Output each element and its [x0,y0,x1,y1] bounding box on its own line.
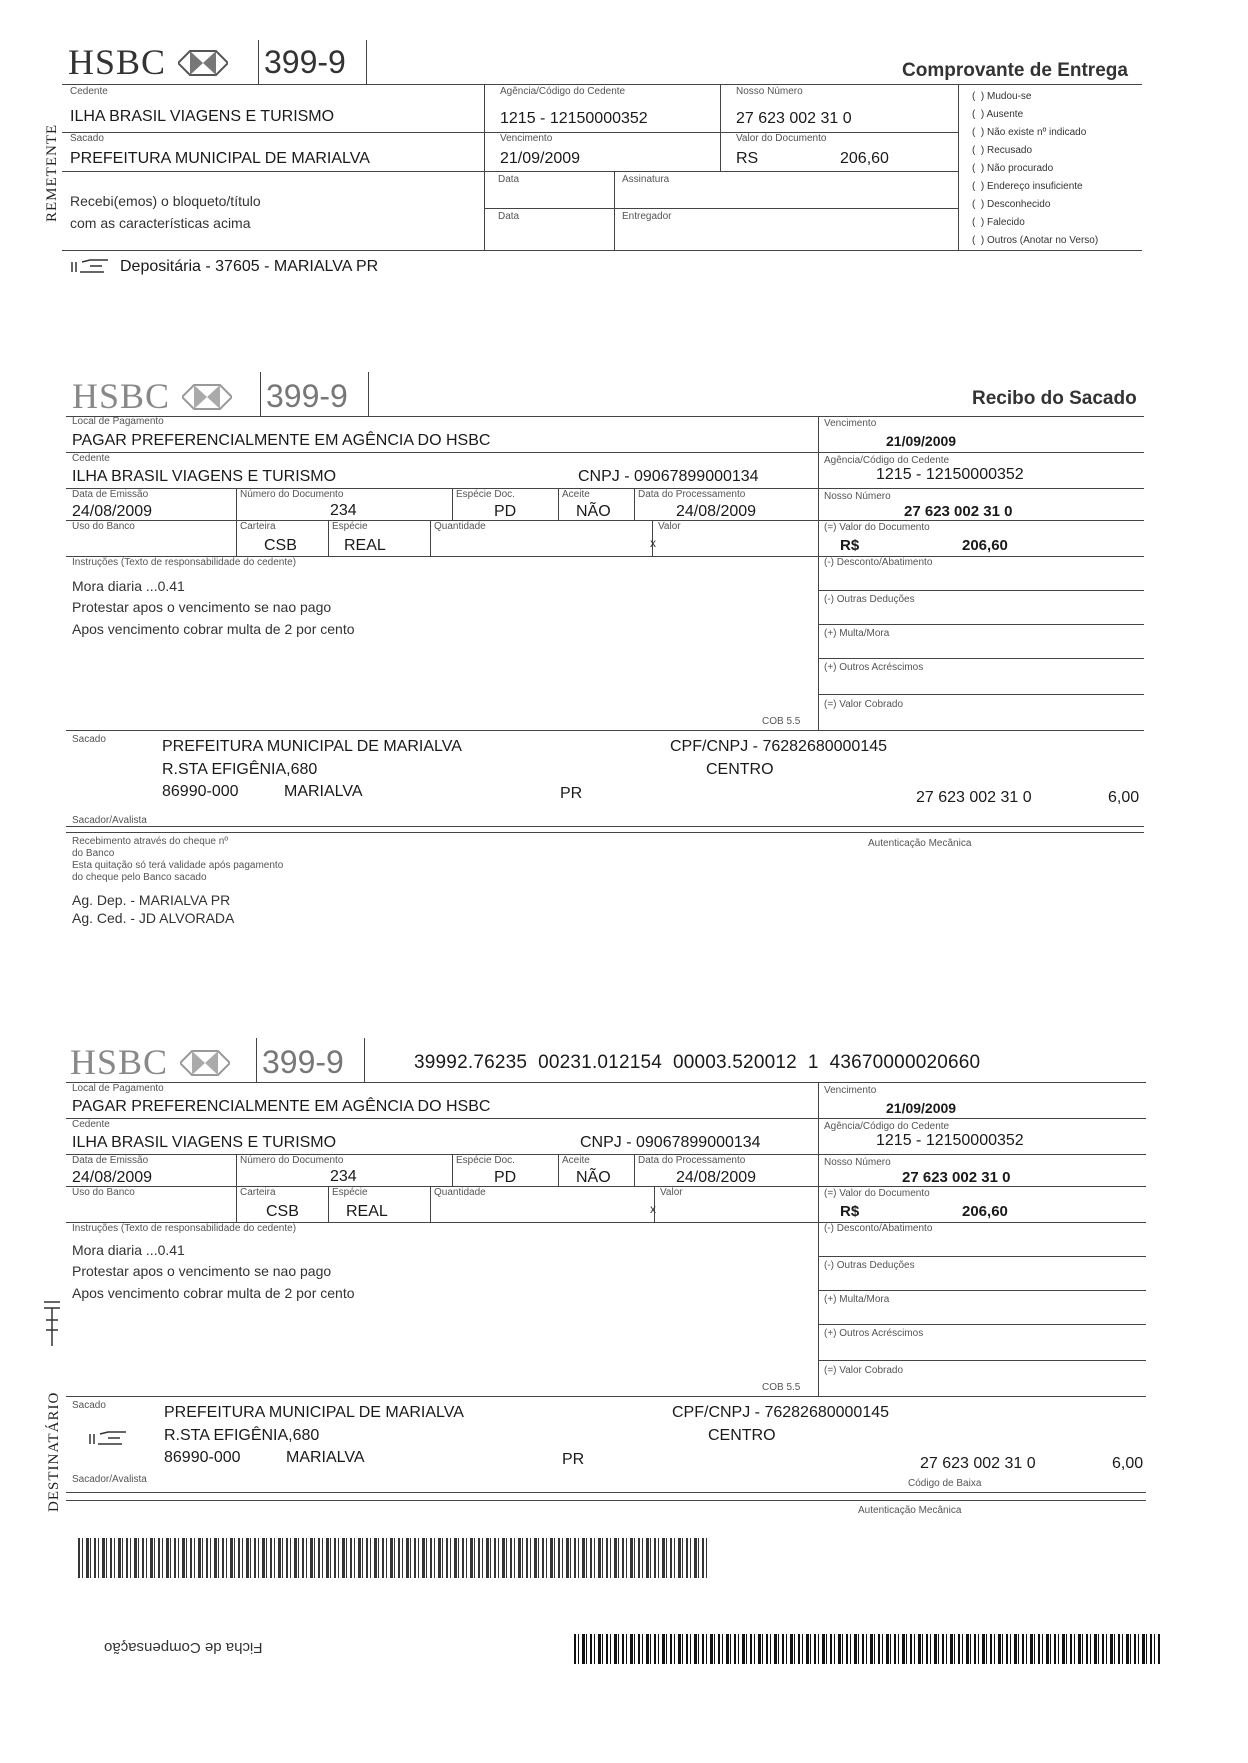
cheque-line: Esta quitação só terá validade após pagamento [72,860,284,871]
remetente-side-label: REMETENTE [44,123,60,222]
recebi-line-2: com as características acima [70,215,251,231]
valor-label: Valor do Documento [736,133,827,144]
instrucao-line: Mora diaria ...0.41 [72,578,185,594]
especie-doc-value: PD [494,503,517,520]
carteira-label: Carteira [240,521,276,532]
cobrado-label: (=) Valor Cobrado [824,699,904,710]
especie-label: Espécie [332,521,368,532]
cheque-line: do Banco [72,848,115,859]
valor-doc-label: (=) Valor do Documento [824,522,930,533]
desconto-label: (-) Desconto/Abatimento [824,557,933,568]
valor-rodape: 6,00 [1112,1455,1144,1472]
data-emissao-value: 24/08/2009 [72,503,153,520]
vencimento-label: Vencimento [824,418,877,429]
instrucao-line: Protestar apos o vencimento se nao pago [72,1263,332,1279]
local-pagamento-value: PAGAR PREFERENCIALMENTE EM AGÊNCIA DO HSBC [72,1098,491,1115]
data-proc-value: 24/08/2009 [676,503,757,520]
cpf-cnpj: CPF/CNPJ - 76282680000145 [672,1404,890,1421]
instrucao-line: Mora diaria ...0.41 [72,1242,185,1258]
sacado-endereco: R.STA EFIGÊNIA,680 [162,761,318,778]
sacado-label: Sacado [72,1400,106,1411]
vencimento-value: 21/09/2009 [886,433,957,449]
codigo-baixa-label: Código de Baixa [908,1478,982,1489]
cedente-label: Cedente [70,86,108,97]
recibo-title: Recibo do Sacado [972,388,1137,409]
cob-code: COB 5.5 [762,1382,801,1393]
nosso-numero-value: 27 623 002 31 0 [904,503,1013,520]
aceite-value: NÃO [576,503,611,520]
quantidade-label: Quantidade [434,1187,486,1198]
data-proc-label: Data do Processamento [638,1155,746,1166]
pointing-hand-icon [88,1430,128,1446]
bank-code: 399-9 [266,378,348,414]
motivo-checkbox[interactable]: ( ) Não existe nº indicado [972,127,1087,138]
data-entrega-label: Data [498,211,520,222]
quantidade-label: Quantidade [434,521,486,532]
assinatura-label: Assinatura [622,174,670,185]
especie-doc-label: Espécie Doc. [456,489,515,500]
agencia-label: Agência/Código do Cedente [824,455,950,466]
agencia-label: Agência/Código do Cedente [824,1121,950,1132]
sacado-label: Sacado [70,133,104,144]
hsbc-logo: HSBC [70,1042,169,1082]
outras-deducoes-label: (-) Outras Deduções [824,594,915,605]
mora-label: (+) Multa/Mora [824,628,890,639]
data-proc-label: Data do Processamento [638,489,746,500]
cnpj-value: CNPJ - 09067899000134 [578,468,759,485]
nosso-numero-label: Nosso Número [824,1157,891,1168]
numero-doc-label: Número do Documento [240,1155,344,1166]
agencia-value: 1215 - 12150000352 [876,1132,1024,1149]
motivo-checkbox[interactable]: ( ) Não procurado [972,163,1054,174]
sacado-bairro: CENTRO [706,761,774,778]
numero-doc-value: 234 [330,1168,357,1185]
comprovante-title: Comprovante de Entrega [902,60,1128,81]
sacado-value: PREFEITURA MUNICIPAL DE MARIALVA [70,150,370,167]
valor-rodape: 6,00 [1108,789,1140,806]
sacado-label: Sacado [72,734,106,745]
instrucao-line: Apos vencimento cobrar multa de 2 por cento [72,1285,355,1301]
barcode-top [78,1538,708,1578]
cheque-line: do cheque pelo Banco sacado [72,872,207,883]
aceite-label: Aceite [562,489,590,500]
pointing-hand-icon [70,258,110,274]
nosso-numero-label: Nosso Número [736,86,803,97]
especie-value: REAL [346,1203,388,1220]
instrucoes-label: Instruções (Texto de responsabilidade do cedente) [72,1223,297,1234]
pointing-hand-down-icon [40,1300,64,1350]
valor-x: x [650,536,656,550]
barcode-bottom [574,1634,1160,1664]
instrucoes-label: Instruções (Texto de responsabilidade do cedente) [72,557,297,568]
sacado-cidade: MARIALVA [284,783,363,800]
valor-x: x [650,1202,656,1216]
data-emissao-value: 24/08/2009 [72,1169,153,1186]
autenticacao-label: Autenticação Mecânica [858,1505,962,1516]
sacado-bairro: CENTRO [708,1427,776,1444]
numero-doc-value: 234 [330,502,357,519]
ag-ced: Ag. Ced. - JD ALVORADA [72,910,235,926]
motivo-checkbox[interactable]: ( ) Outros (Anotar no Verso) [972,235,1099,246]
entregador-label: Entregador [622,211,672,222]
especie-label: Espécie [332,1187,368,1198]
motivo-checkbox[interactable]: ( ) Ausente [972,109,1024,120]
especie-doc-label: Espécie Doc. [456,1155,515,1166]
instrucao-line: Protestar apos o vencimento se nao pago [72,599,332,615]
vencimento-value: 21/09/2009 [886,1100,957,1116]
motivo-checkbox[interactable]: ( ) Endereço insuficiente [972,181,1083,192]
data-label: Data [498,174,520,185]
valor-moeda: RS [736,150,759,167]
ag-dep: Ag. Dep. - MARIALVA PR [72,892,231,908]
cheque-line: Recebimento através do cheque nº [72,836,228,847]
hsbc-hexagon-icon [180,1050,230,1076]
nosso-numero-value: 27 623 002 31 0 [736,110,852,127]
recebi-line-1: Recebi(emos) o bloqueto/título [70,193,261,209]
sacado-uf: PR [560,785,583,802]
ficha-footer: Ficha de Compensação [104,1639,263,1656]
data-emissao-label: Data de Emissão [72,489,149,500]
vencimento-label: Vencimento [500,133,553,144]
local-pagamento-label: Local de Pagamento [72,416,164,427]
desconto-label: (-) Desconto/Abatimento [824,1223,933,1234]
valor-doc-value: 206,60 [962,1203,1008,1220]
motivo-checkbox[interactable]: ( ) Mudou-se [972,91,1032,102]
hsbc-hexagon-icon [182,384,232,410]
motivo-checkbox[interactable]: ( ) Recusado [972,145,1033,156]
numero-doc-label: Número do Documento [240,489,344,500]
valor-doc-label: (=) Valor do Documento [824,1188,930,1199]
sacado-nome: PREFEITURA MUNICIPAL DE MARIALVA [162,738,462,755]
nosso-numero-rodape: 27 623 002 31 0 [920,1455,1036,1472]
cnpj-value: CNPJ - 09067899000134 [580,1134,761,1151]
instrucao-line: Apos vencimento cobrar multa de 2 por cento [72,621,355,637]
agencia-value: 1215 - 12150000352 [500,110,648,127]
valor-moeda: R$ [840,1203,860,1220]
cedente-label: Cedente [72,453,110,464]
carteira-value: CSB [266,1203,299,1220]
valor-moeda: R$ [840,537,860,554]
valor-doc-value: 206,60 [962,537,1008,554]
carteira-label: Carteira [240,1187,276,1198]
bank-code: 399-9 [264,44,346,80]
local-pagamento-value: PAGAR PREFERENCIALMENTE EM AGÊNCIA DO HSBC [72,432,491,449]
sacado-nome: PREFEITURA MUNICIPAL DE MARIALVA [164,1404,464,1421]
motivo-checkbox[interactable]: ( ) Desconhecido [972,199,1051,210]
sacado-uf: PR [562,1451,585,1468]
outras-deducoes-label: (-) Outras Deduções [824,1260,915,1271]
valor-label: Valor [658,521,681,532]
local-pagamento-label: Local de Pagamento [72,1083,164,1094]
vencimento-value: 21/09/2009 [500,150,581,167]
cob-code: COB 5.5 [762,716,801,727]
nosso-numero-label: Nosso Número [824,491,891,502]
nosso-numero-rodape: 27 623 002 31 0 [916,789,1032,806]
aceite-label: Aceite [562,1155,590,1166]
hsbc-logo: HSBC [72,376,171,416]
avalista-label: Sacador/Avalista [72,1474,147,1485]
cedente-value: ILHA BRASIL VIAGENS E TURISMO [72,1134,337,1151]
uso-banco-label: Uso do Banco [72,1187,135,1198]
agencia-value: 1215 - 12150000352 [876,466,1024,483]
acrescimos-label: (+) Outros Acréscimos [824,662,924,673]
hsbc-hexagon-icon [178,50,228,76]
especie-doc-value: PD [494,1169,517,1186]
sacado-cep: 86990-000 [164,1449,241,1466]
especie-value: REAL [344,537,386,554]
hsbc-logo: HSBC [68,42,167,82]
cpf-cnpj: CPF/CNPJ - 76282680000145 [670,738,888,755]
uso-banco-label: Uso do Banco [72,521,135,532]
sacado-endereco: R.STA EFIGÊNIA,680 [164,1427,320,1444]
mora-label: (+) Multa/Mora [824,1294,890,1305]
destinatario-side-label: DESTINATÁRIO [46,1391,62,1512]
cedente-value: ILHA BRASIL VIAGENS E TURISMO [70,108,335,125]
sacado-cidade: MARIALVA [286,1449,365,1466]
valor-label: Valor [660,1187,683,1198]
avalista-label: Sacador/Avalista [72,815,147,826]
autenticacao-label: Autenticação Mecânica [868,838,972,849]
cobrado-label: (=) Valor Cobrado [824,1365,904,1376]
data-proc-value: 24/08/2009 [676,1169,757,1186]
agencia-label: Agência/Código do Cedente [500,86,626,97]
valor-value: 206,60 [840,150,889,167]
carteira-value: CSB [264,537,297,554]
data-emissao-label: Data de Emissão [72,1155,149,1166]
sacado-cep: 86990-000 [162,783,239,800]
linha-digitavel: 39992.76235 00231.012154 00003.520012 1 43670000020660 [414,1052,981,1073]
bank-code: 399-9 [262,1044,344,1080]
motivo-checkbox[interactable]: ( ) Falecido [972,217,1025,228]
cedente-value: ILHA BRASIL VIAGENS E TURISMO [72,468,337,485]
depositaria-text: Depositária - 37605 - MARIALVA PR [120,258,379,275]
aceite-value: NÃO [576,1169,611,1186]
acrescimos-label: (+) Outros Acréscimos [824,1328,924,1339]
vencimento-label: Vencimento [824,1085,877,1096]
nosso-numero-value: 27 623 002 31 0 [902,1169,1011,1186]
cedente-label: Cedente [72,1119,110,1130]
